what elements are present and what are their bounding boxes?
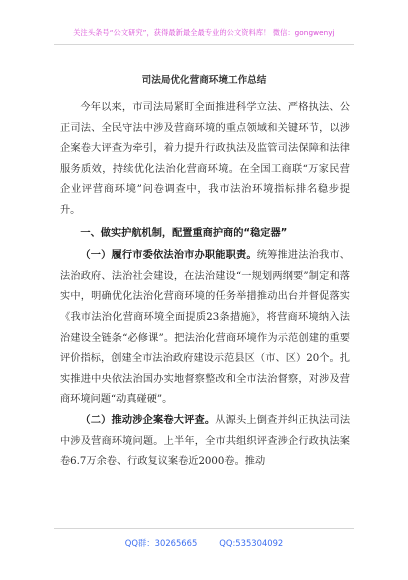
intro-paragraph: 今年以来，市司法局紧盯全面推进科学立法、严格执法、公正司法、全民守法中涉及营商环境的重点领域和关键环节，以涉企案卷大评查为牵引，着力提升行政执法及监管司法保障和法律服务质效，持续优化法治化营商环境。在全国工商联“万家民营企业评营商环境”问卷调查中，我市法治环境指标排名稳步提升。 <box>60 102 350 216</box>
subsection-paragraph-2 <box>60 411 350 473</box>
footer-qq: QQ:535304092 <box>219 538 284 548</box>
section-heading: 一、做实护航机制，配置重商护商的“稳定器” <box>80 227 288 239</box>
footer-divider <box>54 528 354 529</box>
document-title: 司法局优化营商环境工作总结 <box>141 75 267 86</box>
footer-contacts <box>0 537 408 549</box>
footer-qq-group: QQ群：30265665 <box>124 538 198 548</box>
subsection-paragraph-1 <box>60 246 350 411</box>
subsection-body-2: 从源头上倒查并纠正执法司法中涉及营商环境问题。上半年，全市共组织评查涉企行政执法案卷6.7万余卷、行政复议案卷近2000卷。推动 <box>60 414 351 468</box>
document-body <box>60 98 350 473</box>
subsection-lead-2: （二）推动涉企案卷大评查。 <box>80 414 216 426</box>
header-divider <box>54 44 354 45</box>
subsection-body-1: 统筹推进法治我市、法治政府、法治社会建设，在法治建设“一规划两纲要”制定和落实中，明确优化法治化营商环境的任务举措推动出台并督促落实《我市法治化营商环境全面提质23条措施》，将营商环境纳入法治建设全链条“必修课”。把法治化营商环境作为示范创建的重要评价指标，创建全市法治政府建设示范县区（市、区）20个。扎实推进中央依法治国办实地督察整改和全市法治督察，对涉及营商环境问题“动真碰硬”。 <box>60 250 350 406</box>
header-banner: 关注头条号“公文研究”，获得最新最全最专业的公文资料库！ 微信：gongwenyj <box>73 28 335 37</box>
subsection-lead-1: （一）履行市委依法治市办职能职责。 <box>80 250 257 262</box>
